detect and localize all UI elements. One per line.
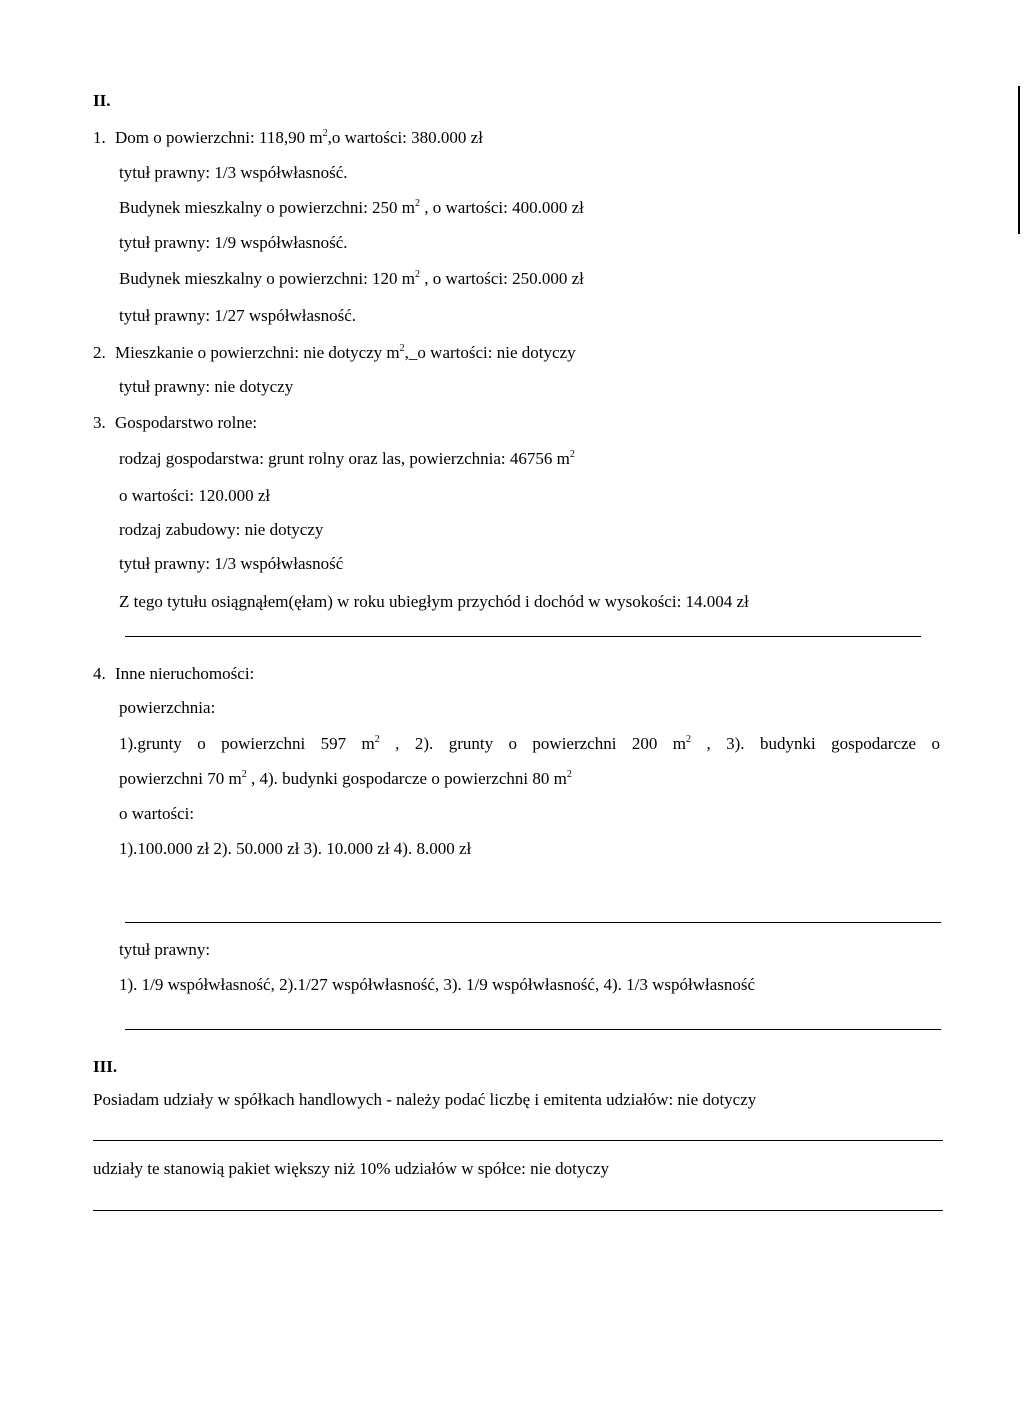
item-1-number: 1. <box>93 128 106 147</box>
item-1-title-2: tytuł prawny: 1/9 współwłasność. <box>119 233 348 252</box>
item-1-building-1: Budynek mieszkalny o powierzchni: 250 $m^2$ , o wartości: 400.000 zł <box>119 198 584 217</box>
section-2-heading: II. <box>93 91 111 110</box>
item-2-line-1: 2. Mieszkanie o powierzchni: nie dotyczy $m^2,\_o$ wartości: nie dotyczy <box>93 343 576 362</box>
section-3-stake: udziały te stanowią pakiet większy niż 10% udziałów w spółce: nie dotyczy <box>93 1159 609 1178</box>
right-margin-line <box>1018 86 1020 234</box>
item-3-heading: 3. Gospodarstwo rolne: <box>93 413 258 432</box>
item-3-number: 3. <box>93 413 106 432</box>
item-3-title: tytuł prawny: 1/3 współwłasność <box>119 554 344 573</box>
item-1-building-2: Budynek mieszkalny o powierzchni: 120 $m^2$ , o wartości: 250.000 zł <box>119 269 584 288</box>
item-4-area-label: powierzchnia: <box>119 698 216 717</box>
item-4-area-line-1: 1).grunty o powierzchni 597 $m^2$ , 2). grunty o powierzchni 200 $m^2$ , 3). budynki gospodarcze o <box>119 734 941 753</box>
item-1-line-1: 1. Dom o powierzchni: 118,90 $m^2,o$ wartości: 380.000 zł <box>93 128 483 147</box>
separator-line <box>125 922 941 923</box>
separator-line <box>93 1140 943 1141</box>
item-4-title-label: tytuł prawny: <box>119 940 211 959</box>
item-2-number: 2. <box>93 343 106 362</box>
item-3-type: rodzaj gospodarstwa: grunt rolny oraz las, powierzchnia: 46756 $m^2$ <box>119 449 575 468</box>
item-3-buildings: rodzaj zabudowy: nie dotyczy <box>119 520 324 539</box>
item-4-area-line-2: powierzchni 70 $m^2$ , 4). budynki gospodarcze o powierzchni 80 $m^2$ <box>119 769 572 788</box>
item-4-titles: 1). 1/9 współwłasność, 2).1/27 współwłasność, 3). 1/9 współwłasność, 4). 1/3 współwłasność <box>119 975 756 994</box>
separator-line <box>93 1210 943 1211</box>
item-1-title-3: tytuł prawny: 1/27 współwłasność. <box>119 306 357 325</box>
item-1-title-1: tytuł prawny: 1/3 współwłasność. <box>119 163 348 182</box>
item-4-number: 4. <box>93 664 106 683</box>
separator-line <box>125 636 921 637</box>
item-4-values: 1).100.000 zł 2). 50.000 zł 3). 10.000 zł 4). 8.000 zł <box>119 839 472 858</box>
item-4-value-label: o wartości: <box>119 804 195 823</box>
item-4-heading: 4. Inne nieruchomości: <box>93 664 255 683</box>
item-3-income: Z tego tytułu osiągnąłem(ęłam) w roku ubiegłym przychód i dochód w wysokości: 14.004 zł <box>119 592 749 611</box>
item-3-value: o wartości: 120.000 zł <box>119 486 271 505</box>
section-3-heading: III. <box>93 1057 118 1076</box>
section-3-shares: Posiadam udziały w spółkach handlowych - należy podać liczbę i emitenta udziałów: nie dotyczy <box>93 1090 757 1109</box>
separator-line <box>125 1029 941 1030</box>
item-2-title: tytuł prawny: nie dotyczy <box>119 377 294 396</box>
